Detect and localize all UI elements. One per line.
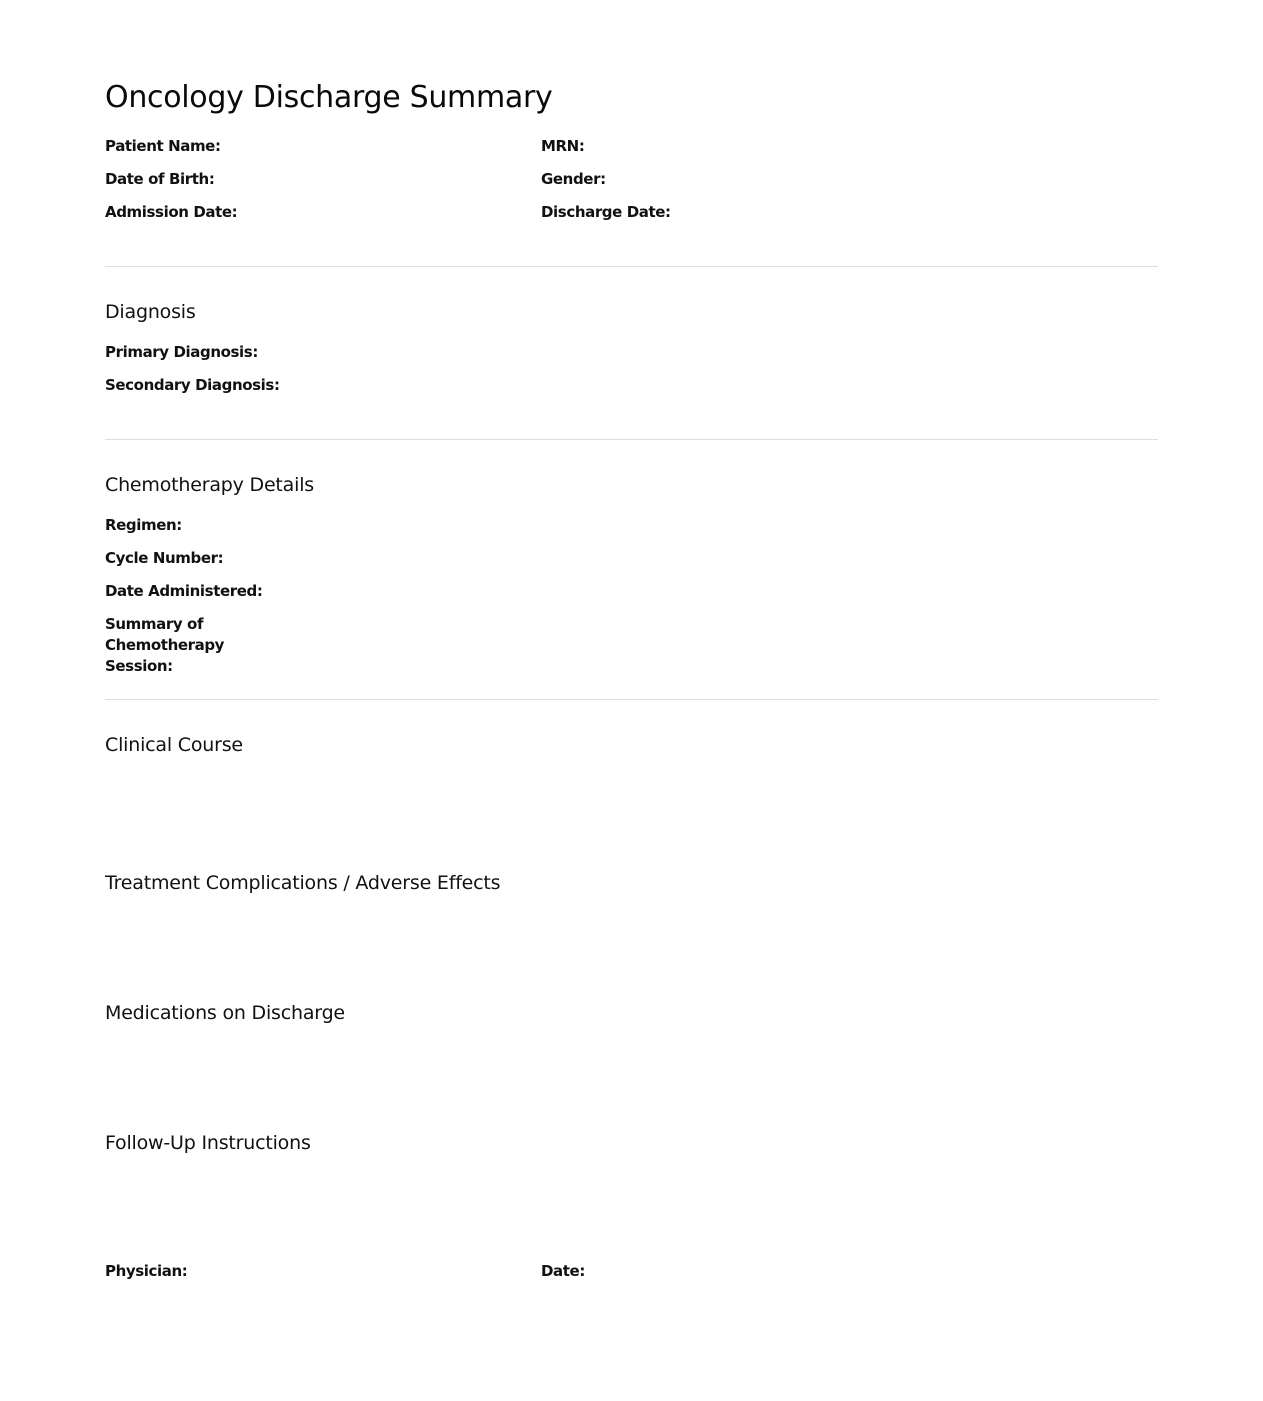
page-title: Oncology Discharge Summary (105, 80, 553, 115)
regimen-label: Regimen: (105, 516, 182, 534)
secondary-diagnosis-label: Secondary Diagnosis: (105, 376, 280, 394)
physician-label: Physician: (105, 1262, 188, 1280)
patient-name-label: Patient Name: (105, 137, 221, 155)
diagnosis-heading: Diagnosis (105, 301, 196, 323)
clinical-course-heading: Clinical Course (105, 734, 243, 756)
complications-heading: Treatment Complications / Adverse Effects (105, 872, 501, 894)
primary-diagnosis-label: Primary Diagnosis: (105, 343, 258, 361)
chemotherapy-summary-label: Summary of Chemotherapy Session: (105, 615, 225, 675)
section-divider (105, 439, 1158, 440)
section-divider (105, 699, 1158, 700)
follow-up-heading: Follow-Up Instructions (105, 1132, 311, 1154)
chemotherapy-heading: Chemotherapy Details (105, 474, 314, 496)
date-administered-label: Date Administered: (105, 582, 263, 600)
date-of-birth-label: Date of Birth: (105, 170, 215, 188)
gender-label: Gender: (541, 170, 606, 188)
discharge-date-label: Discharge Date: (541, 203, 671, 221)
medications-heading: Medications on Discharge (105, 1002, 345, 1024)
mrn-label: MRN: (541, 137, 585, 155)
admission-date-label: Admission Date: (105, 203, 238, 221)
section-divider (105, 266, 1158, 267)
cycle-number-label: Cycle Number: (105, 549, 224, 567)
signature-date-label: Date: (541, 1262, 585, 1280)
